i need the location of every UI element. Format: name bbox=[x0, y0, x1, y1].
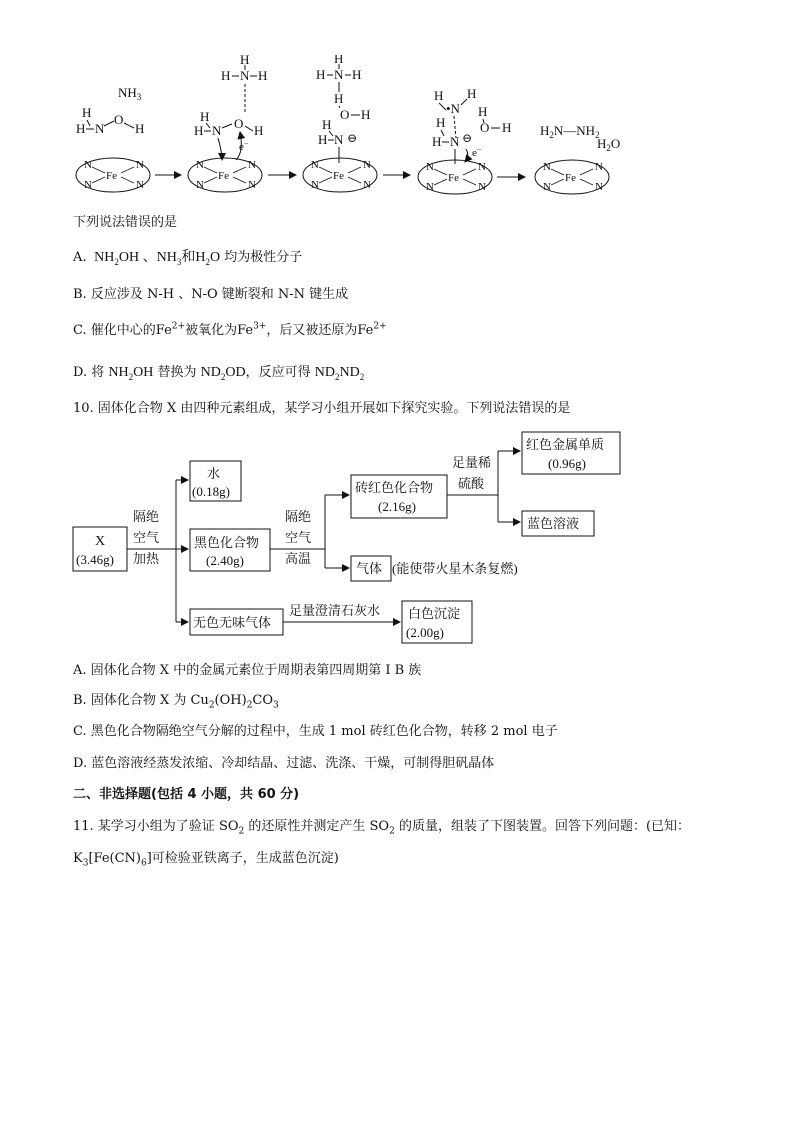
svg-text:•N: •N bbox=[446, 101, 460, 116]
svg-text:Fe: Fe bbox=[333, 170, 344, 182]
q9-option-a[interactable] bbox=[73, 249, 302, 267]
svg-text:N: N bbox=[84, 159, 92, 171]
option-letter: B. bbox=[73, 287, 87, 302]
svg-text:N: N bbox=[426, 161, 434, 173]
svg-text:⊖: ⊖ bbox=[347, 131, 358, 145]
black-mass: (2.40g) bbox=[206, 553, 244, 568]
svg-text:H: H bbox=[82, 105, 92, 120]
svg-text:N: N bbox=[196, 179, 204, 191]
svg-text:H: H bbox=[240, 55, 250, 67]
water-mass: (0.18g) bbox=[192, 484, 230, 499]
svg-text:Fe: Fe bbox=[565, 172, 576, 184]
red-metal-mass: (0.96g) bbox=[548, 456, 586, 471]
svg-text:O: O bbox=[340, 107, 350, 122]
q10-flowchart bbox=[0, 425, 794, 650]
svg-text:H: H bbox=[194, 123, 204, 138]
x-mass: (3.46g) bbox=[76, 552, 114, 567]
svg-text:O: O bbox=[480, 120, 490, 135]
fe-porphyrin-4 bbox=[418, 160, 492, 194]
fe-porphyrin-1 bbox=[76, 158, 150, 192]
option-text: 蓝色溶液经蒸发浓缩、冷却结晶、过滤、洗涤、干燥，可制得胆矾晶体 bbox=[91, 756, 495, 771]
svg-text:H: H bbox=[352, 67, 362, 82]
option-text-suffix: 均为极性分子 bbox=[220, 250, 303, 265]
svg-text:N: N bbox=[136, 159, 144, 171]
svg-text:H: H bbox=[322, 117, 332, 132]
cond1-line3: 加热 bbox=[133, 551, 160, 566]
cond2-line1: 隔绝 bbox=[285, 509, 312, 524]
cond1-line1: 隔绝 bbox=[133, 509, 160, 524]
svg-text:O: O bbox=[234, 116, 244, 131]
svg-text:H2O: $H_2O$ bbox=[597, 136, 621, 153]
svg-text:N: N bbox=[595, 181, 603, 193]
svg-text:H: H bbox=[502, 120, 512, 135]
svg-text:O: O bbox=[114, 112, 124, 127]
option-letter: C. bbox=[73, 323, 87, 338]
cond3-line1: 足量稀 bbox=[452, 455, 492, 470]
svg-text:N: N bbox=[543, 181, 551, 193]
svg-text:H: H bbox=[334, 91, 344, 106]
white-ppt-mass: (2.00g) bbox=[406, 625, 444, 640]
svg-text:Fe: Fe bbox=[218, 170, 229, 182]
water-label: 水 bbox=[207, 466, 221, 481]
svg-text:N: N bbox=[136, 179, 144, 191]
stage-4 bbox=[418, 86, 511, 194]
option-text: $NH_2OH$ 、$NH_3$和$H_2O$ bbox=[90, 250, 221, 267]
q10-option-d[interactable] bbox=[73, 755, 494, 773]
q11-line2: $K_3[Fe(CN)_6]$可检验亚铁离子，生成蓝色沉淀) bbox=[73, 851, 339, 869]
option-letter: A. bbox=[73, 663, 87, 678]
fe-porphyrin-5 bbox=[535, 160, 609, 194]
fe-porphyrin-3 bbox=[303, 158, 377, 192]
svg-text:N: N bbox=[248, 159, 256, 171]
q9-option-c[interactable] bbox=[73, 322, 387, 340]
option-letter: C. bbox=[73, 724, 87, 739]
svg-text:H: H bbox=[76, 121, 86, 136]
stage-5 bbox=[535, 123, 620, 194]
option-text: 黑色化合物隔绝空气分解的过程中，生成 1 mol 砖红色化合物，转移 2 mol 电子 bbox=[90, 724, 558, 739]
svg-text:N: N bbox=[212, 123, 222, 138]
white-ppt-label: 白色沉淀 bbox=[408, 606, 461, 621]
black-label: 黑色化合物 bbox=[194, 535, 260, 550]
svg-text:N: N bbox=[240, 68, 250, 83]
svg-text:N: N bbox=[426, 181, 434, 193]
svg-text:H: H bbox=[318, 132, 328, 147]
svg-text:N: N bbox=[450, 134, 460, 149]
svg-text:H2N—NH2: $H_2N—NH_2$ bbox=[540, 123, 600, 140]
svg-text:⊖: ⊖ bbox=[462, 131, 473, 145]
colorless-gas-label: 无色无味气体 bbox=[193, 615, 272, 630]
q10-option-c[interactable] bbox=[73, 723, 558, 741]
stage-1 bbox=[76, 85, 150, 192]
svg-text:N: N bbox=[196, 159, 204, 171]
svg-text:H: H bbox=[432, 134, 442, 149]
svg-text:NH3: $NH_3$ bbox=[118, 85, 142, 102]
option-text: 催化中心的$Fe^{2+}$被氧化为$Fe^{3+}$，后又被还原为$Fe^{2+}$ bbox=[90, 321, 387, 338]
svg-text:H: H bbox=[434, 88, 444, 103]
svg-text:N: N bbox=[248, 179, 256, 191]
svg-text:N: N bbox=[334, 67, 344, 82]
q9-stem: 下列说法错误的是 bbox=[73, 215, 178, 230]
svg-text:Fe: Fe bbox=[448, 172, 459, 184]
svg-text:H: H bbox=[258, 68, 268, 83]
brick-mass: (2.16g) bbox=[378, 499, 416, 514]
svg-text:H: H bbox=[361, 107, 371, 122]
svg-text:N: N bbox=[595, 161, 603, 173]
x-label: X bbox=[95, 534, 106, 549]
svg-text:N: N bbox=[95, 121, 105, 136]
svg-text:H: H bbox=[334, 55, 344, 66]
svg-text:H: H bbox=[221, 68, 231, 83]
svg-text:H: H bbox=[436, 115, 446, 130]
fe-porphyrin-2 bbox=[188, 158, 262, 192]
svg-text:H: H bbox=[200, 109, 210, 124]
svg-text:H: H bbox=[316, 67, 326, 82]
svg-text:N: N bbox=[478, 181, 486, 193]
option-letter: D. bbox=[73, 365, 88, 380]
svg-text:N: N bbox=[543, 161, 551, 173]
svg-text:N: N bbox=[311, 179, 319, 191]
q10-stem: 10. 固体化合物 X 由四种元素组成，某学习小组开展如下探究实验。下列说法错误的是 bbox=[73, 401, 571, 416]
red-metal-label: 红色金属单质 bbox=[526, 437, 605, 452]
svg-text:N: N bbox=[334, 132, 344, 147]
svg-text:N: N bbox=[311, 159, 319, 171]
option-letter: D. bbox=[73, 756, 88, 771]
cond1-line2: 空气 bbox=[133, 530, 160, 545]
cond2-line2: 空气 bbox=[285, 530, 312, 545]
svg-text:H: H bbox=[467, 86, 477, 101]
stage-2 bbox=[188, 55, 267, 192]
svg-text:H: H bbox=[135, 121, 145, 136]
q10-option-b[interactable] bbox=[73, 692, 279, 710]
option-letter: A. bbox=[73, 250, 87, 265]
q9-option-b[interactable] bbox=[73, 286, 348, 304]
svg-text:N: N bbox=[363, 179, 371, 191]
q11-line1: 11. 某学习小组为了验证 $SO_2$ 的还原性并测定产生 $SO_2$ 的质量，组装了下图装置。回答下列问题：(已知： bbox=[73, 819, 691, 837]
blue-solution-label: 蓝色溶液 bbox=[527, 516, 580, 531]
option-text: 反应涉及 N-H 、N-O 键断裂和 N-N 键生成 bbox=[90, 287, 349, 302]
stage-3 bbox=[303, 55, 377, 192]
cond4-label: 足量澄清石灰水 bbox=[289, 603, 381, 618]
option-text: 将 $NH_2OH$ 替换为 $ND_2OD$，反应可得 $ND_2ND_2$ bbox=[91, 365, 365, 382]
gas-label: 气体 bbox=[356, 561, 383, 576]
cond2-line3: 高温 bbox=[285, 551, 312, 566]
cond3-line2: 硫酸 bbox=[458, 476, 485, 491]
svg-text:e−: e− bbox=[472, 145, 482, 159]
svg-text:N: N bbox=[84, 179, 92, 191]
svg-text:Fe: Fe bbox=[106, 170, 117, 182]
section-2-title: 二、非选择题(包括 4 小题，共 60 分) bbox=[73, 787, 300, 802]
svg-text:e−: e− bbox=[239, 139, 249, 153]
svg-text:N: N bbox=[478, 161, 486, 173]
svg-text:H: H bbox=[254, 123, 264, 138]
q9-option-d[interactable] bbox=[73, 364, 364, 382]
option-letter: B. bbox=[73, 693, 87, 708]
svg-text:N: N bbox=[363, 159, 371, 171]
svg-text:H: H bbox=[478, 104, 488, 119]
option-text: 固体化合物 X 中的金属元素位于周期表第四周期第 I B 族 bbox=[90, 663, 422, 678]
brick-label: 砖红色化合物 bbox=[355, 480, 434, 495]
gas-note: (能使带火星木条复燃) bbox=[392, 561, 518, 576]
q10-option-a[interactable] bbox=[73, 662, 421, 680]
catalytic-mechanism-diagram bbox=[0, 55, 794, 205]
option-text: 固体化合物 X 为 $Cu_2(OH)_2CO_3$ bbox=[90, 693, 279, 711]
